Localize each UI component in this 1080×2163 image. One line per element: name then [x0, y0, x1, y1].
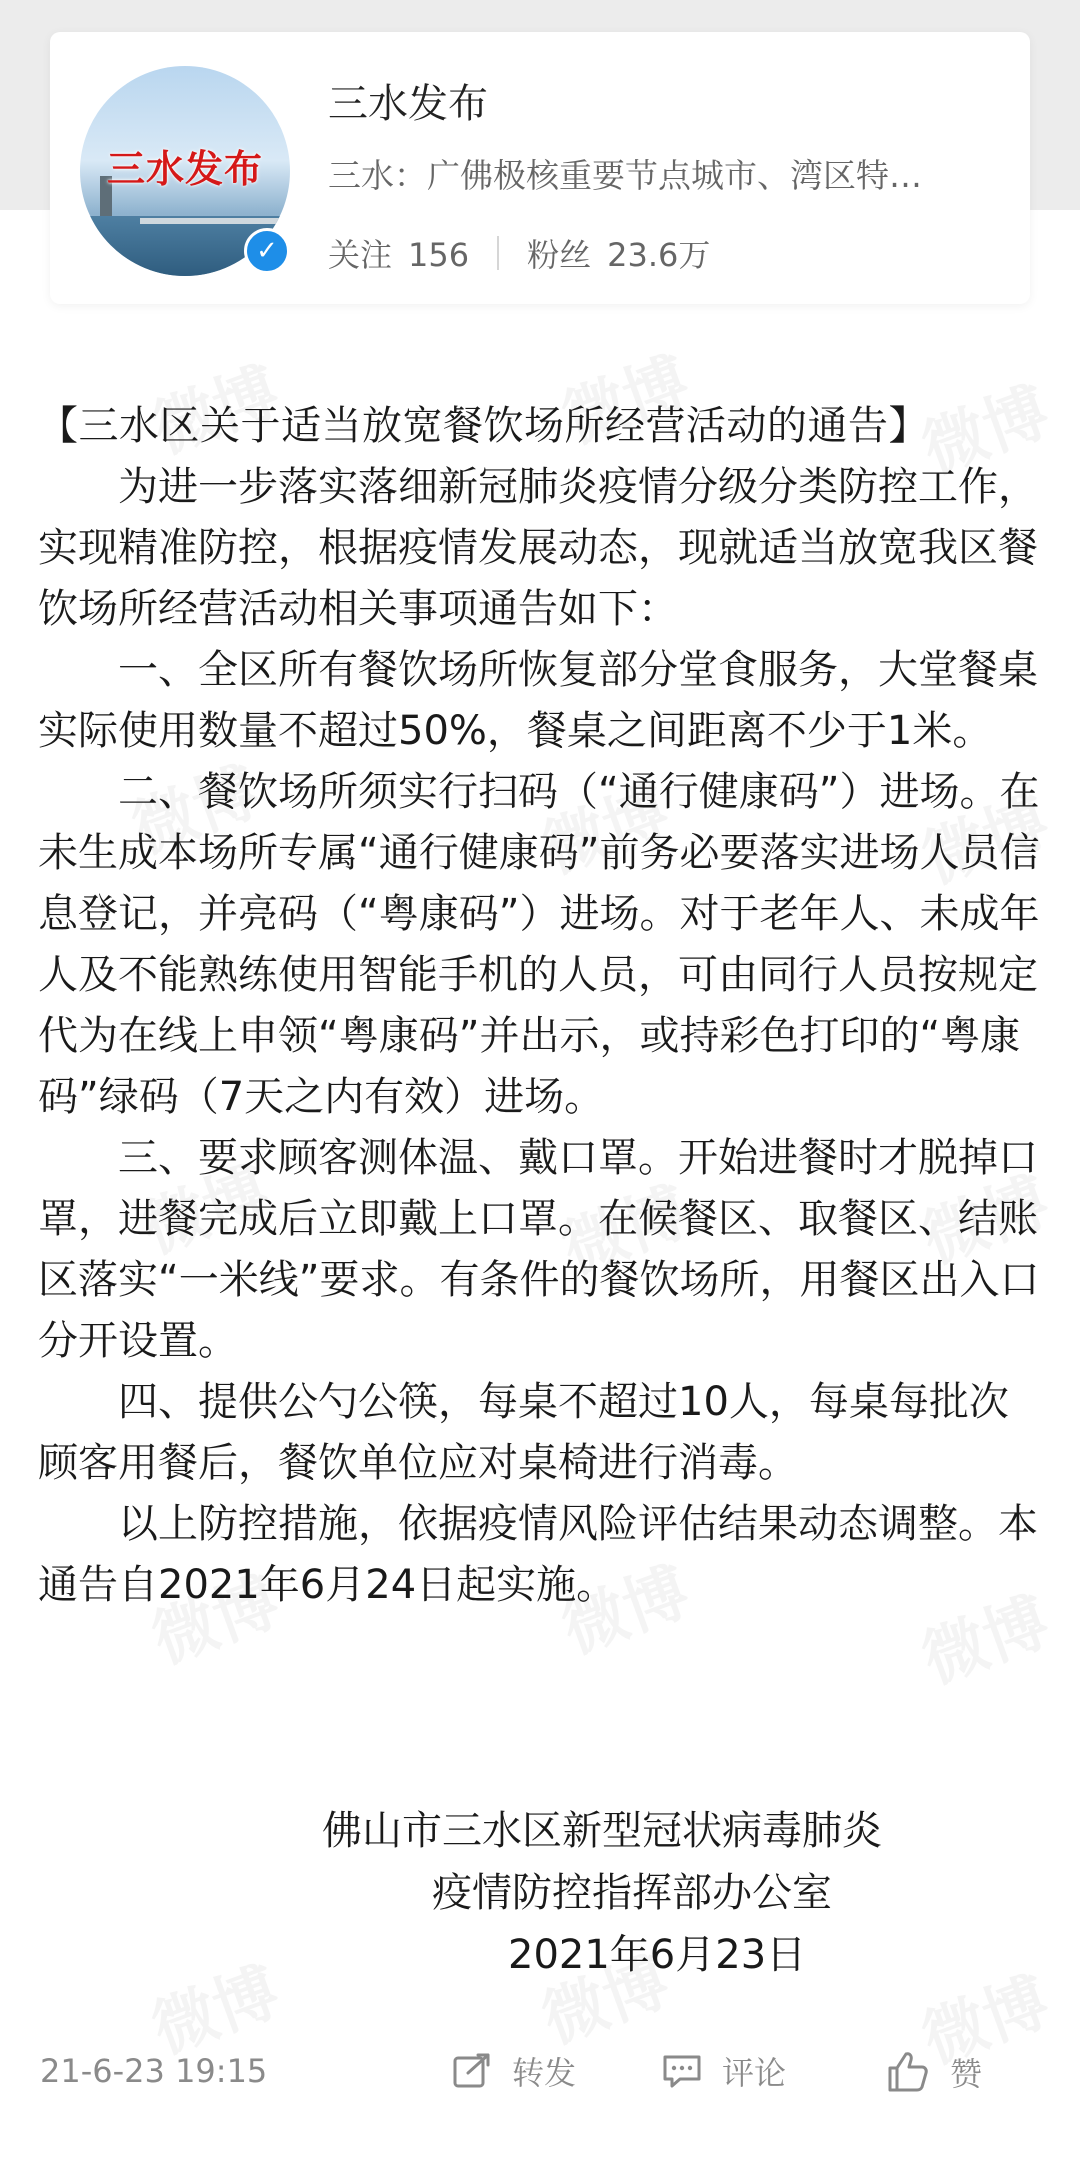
post-paragraph: 为进一步落实落细新冠肺炎疫情分级分类防控工作，实现精准防控，根据疫情发展动态，现就适当放宽我区餐饮场所经营活动相关事项通告如下： — [38, 464, 1038, 632]
post-body — [38, 396, 1048, 1616]
following-count: 156 — [408, 236, 470, 274]
followers-label: 粉丝 — [527, 236, 592, 274]
comment-icon — [660, 2049, 704, 2093]
post-paragraph: 四、提供公勺公筷，每桌不超过10人，每桌每批次顾客用餐后，餐饮单位应对桌椅进行消毒。 — [38, 1379, 1009, 1486]
following-label: 关注 — [328, 236, 393, 274]
verified-check-icon: ✓ — [244, 228, 290, 274]
repost-button[interactable] — [450, 2048, 576, 2094]
repost-label: 转发 — [512, 2054, 577, 2092]
post-paragraph: 以上防控措施，依据疫情风险评估结果动态调整。本通告自2021年6月24日起实施。 — [38, 1501, 1038, 1608]
profile-description: 三水：广佛极核重要节点城市、湾区特… — [328, 156, 922, 195]
followers-count: 23.6万 — [607, 236, 711, 274]
repost-icon — [450, 2049, 494, 2093]
post-footer — [0, 2040, 1080, 2110]
avatar-bridge-shape — [140, 218, 290, 224]
post-paragraph: 三、要求顾客测体温、戴口罩。开始进餐时才脱掉口罩，进餐完成后立即戴上口罩。在候餐区、取餐区、结账区落实“一米线”要求。有条件的餐饮场所，用餐区出入口分开设置。 — [38, 1135, 1040, 1364]
like-button[interactable] — [884, 2048, 982, 2096]
like-label: 赞 — [950, 2055, 983, 2093]
profile-card[interactable] — [50, 32, 1030, 304]
thumbs-up-icon — [884, 2048, 932, 2096]
post-paragraph: 一、全区所有餐饮场所恢复部分堂食服务，大堂餐桌实际使用数量不超过50%，餐桌之间距离不少于1米。 — [38, 647, 1038, 754]
profile-name[interactable]: 三水发布 — [328, 81, 488, 127]
post-timestamp: 21-6-23 19:15 — [40, 2052, 268, 2090]
profile-stats — [328, 230, 710, 276]
post-paragraph: 二、餐饮场所须实行扫码（“通行健康码”）进场。在未生成本场所专属“通行健康码”前务必要落实进场人员信息登记，并亮码（“粤康码”）进场。对于老年人、未成年人及不能熟练使用智能手机的人员，可由同行人员按规定代为在线上申领“粤康码”并出示，或持彩色打印的“粤康码”绿码（7天之内有效）进场。 — [38, 769, 1040, 1120]
comment-label: 评论 — [722, 2054, 787, 2092]
followers-stat[interactable] — [527, 230, 710, 276]
signature-line: 佛山市三水区新型冠状病毒肺炎 — [322, 1808, 882, 1854]
stats-divider — [497, 236, 499, 270]
signature-line: 2021年6月23日 — [508, 1932, 807, 1978]
avatar-title: 三水发布 — [106, 146, 263, 191]
signature-line: 疫情防控指挥部办公室 — [432, 1870, 832, 1916]
post-title: 【三水区关于适当放宽餐饮场所经营活动的通告】 — [38, 403, 929, 449]
following-stat[interactable] — [328, 230, 469, 276]
comment-button[interactable] — [660, 2048, 786, 2094]
